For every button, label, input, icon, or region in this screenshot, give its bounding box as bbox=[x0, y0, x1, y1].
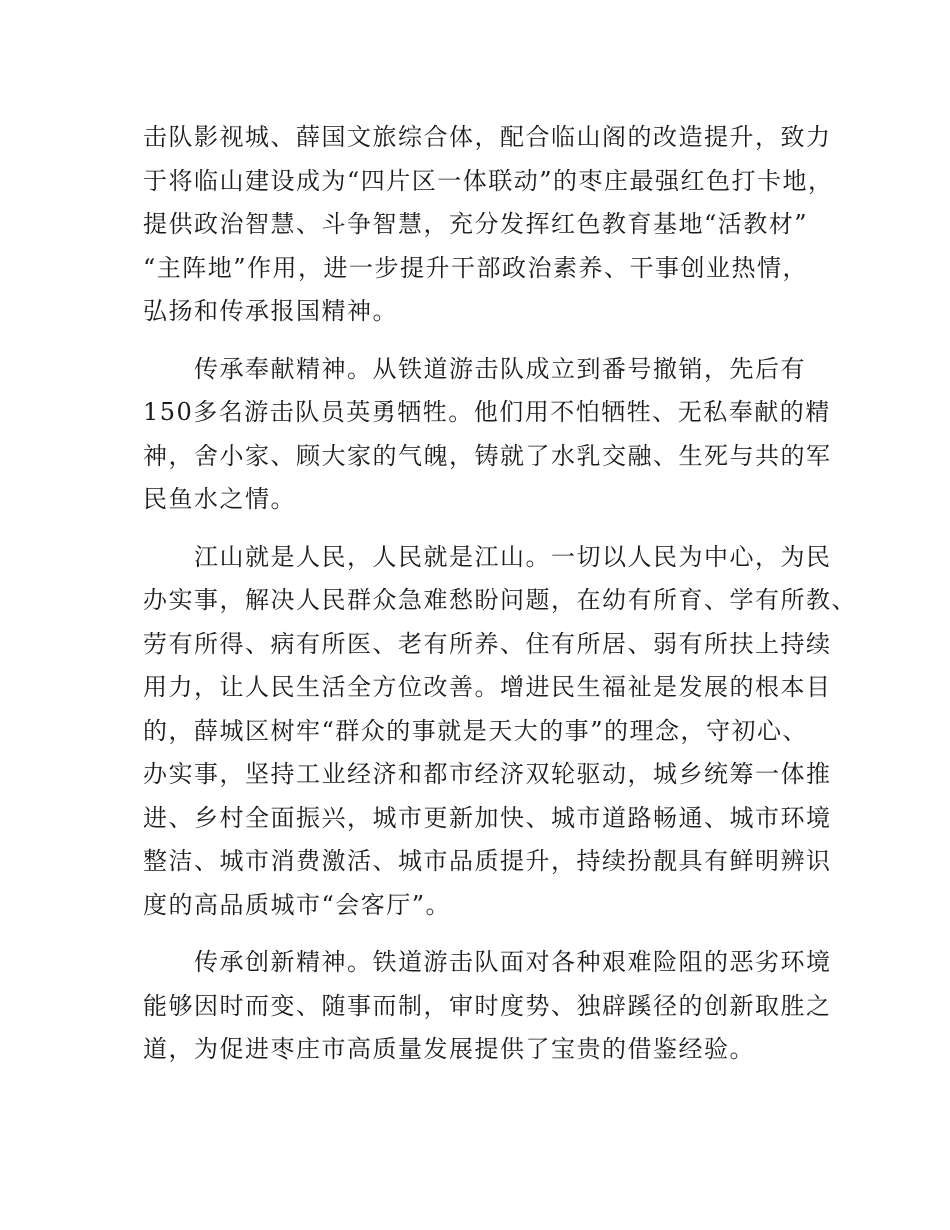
paragraph-innovation-spirit bbox=[143, 941, 843, 1072]
text-line: 劳有所得、病有所医、老有所养、住有所居、弱有所扶上持续 bbox=[143, 629, 832, 658]
text-line: 传承创新精神。铁道游击队面对各种艰难险阻的恶劣环境 bbox=[143, 948, 832, 976]
text-line: 江山就是人民，人民就是江山。一切以人民为中心，为民 bbox=[143, 542, 832, 571]
text-line: 进、乡村全面振兴，城市更新加快、城市道路畅通、城市环境 bbox=[143, 803, 832, 832]
text-line: 能够因时而变、随事而制，审时度势、独辟蹊径的创新取胜之 bbox=[143, 991, 832, 1020]
text-line: 提供政治智慧、斗争智慧，充分发挥红色教育基地“活教材” bbox=[143, 210, 809, 238]
text-line: 度的高品质城市“会客厅”。 bbox=[143, 890, 452, 919]
text-line: 150多名游击队员英勇牺牲。他们用不怕牺牲、无私奉献的精 bbox=[143, 398, 831, 426]
text-line: 办实事，坚持工业经济和都市经济双轮驱动，城乡统筹一体推 bbox=[143, 760, 832, 788]
text-line: 道，为促进枣庄市高质量发展提供了宝贵的借鉴经验。 bbox=[143, 1035, 755, 1063]
text-line: 民鱼水之情。 bbox=[143, 485, 296, 513]
paragraph-dedication-spirit bbox=[143, 348, 843, 522]
text-line: 用力，让人民生活全方位改善。增进民生福祉是发展的根本目 bbox=[143, 673, 832, 701]
paragraph-red-tourism bbox=[143, 116, 843, 334]
text-line: 传承奉献精神。从铁道游击队成立到番号撤销，先后有 bbox=[143, 354, 806, 383]
body-text bbox=[143, 116, 857, 1086]
text-line: “主阵地”作用，进一步提升干部政治素养、干事创业热情， bbox=[143, 253, 809, 282]
text-line: 弘扬和传承报国精神。 bbox=[143, 297, 398, 325]
text-line: 整洁、城市消费激活、城市品质提升，持续扮靓具有鲜明辨识 bbox=[143, 847, 832, 875]
text-line: 于将临山建设成为“四片区一体联动”的枣庄最强红色打卡地， bbox=[143, 166, 834, 195]
text-line: 击队影视城、薛国文旅综合体，配合临山阁的改造提升，致力 bbox=[143, 123, 832, 151]
text-line: 神，舍小家、顾大家的气魄，铸就了水乳交融、生死与共的军 bbox=[143, 441, 832, 470]
text-line: 办实事，解决人民群众急难愁盼问题，在幼有所育、学有所教、 bbox=[143, 586, 857, 614]
paragraph-people-centered bbox=[143, 536, 857, 928]
text-line: 的，薛城区树牢“群众的事就是天大的事”的理念，守初心、 bbox=[143, 716, 809, 745]
